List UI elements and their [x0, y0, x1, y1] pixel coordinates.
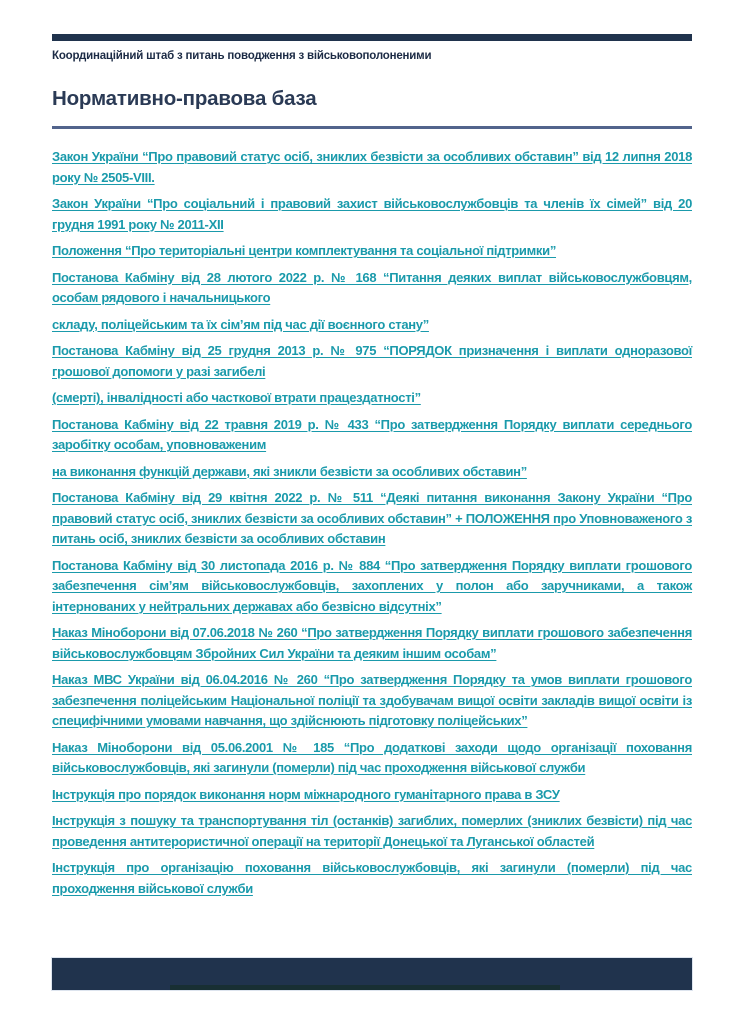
footer-accent-strip: [170, 985, 560, 990]
law-paragraph: [52, 811, 692, 852]
law-link[interactable]: на виконання функцій держави, які зникли безвісти за особливих обставин”: [52, 463, 527, 479]
law-paragraph: [52, 147, 692, 188]
footer-bar: [52, 958, 692, 990]
law-link[interactable]: (смерті), інвалідності або часткової втрати працездатності”: [52, 390, 421, 405]
law-paragraph: [52, 241, 692, 262]
law-link[interactable]: Постанова Кабміну від 22 травня 2019 р. № 433 “Про затвердження Порядку виплати середнього заробітку особам, уповноваженим: [52, 416, 692, 452]
page-title: Нормативно-правова база: [52, 87, 317, 110]
law-link[interactable]: Положення “Про територіальні центри комплектування та соціальної підтримки”: [52, 243, 557, 258]
law-paragraph: [52, 623, 692, 664]
law-link[interactable]: Постанова Кабміну від 28 лютого 2022 р. № 168 “Питання деяких виплат військовослужбовцям, особам рядового і начальницького: [52, 269, 692, 305]
law-paragraph: [52, 341, 692, 382]
law-link[interactable]: Закон України “Про правовий статус осіб, зниклих безвісти за особливих обставин” від 12 липня 2018 року № 2505-VIII.: [52, 149, 692, 185]
law-link[interactable]: Наказ МВС України від 06.04.2016 № 260 “Про затвердження Порядку та умов виплати грошового забезпечення поліцейським Національної поліції та здобувачам вищої освіти закладів вищої освіти із специфічними умовами навчання, що здійснюють підготовку поліцейських”: [52, 672, 692, 728]
law-paragraph: [52, 858, 692, 899]
law-paragraph: [52, 556, 692, 618]
law-paragraph: [52, 268, 692, 309]
law-link[interactable]: Постанова Кабміну від 30 листопада 2016 р. № 884 “Про затвердження Порядку виплати грошового забезпечення сім’ям військовослужбовців, захоплених у полон або заручниками, а також інтернованих у нейтральних державах або безвісно відсутніх”: [52, 557, 692, 614]
page-content: [52, 0, 692, 905]
law-paragraph: [52, 315, 692, 336]
law-paragraph: [52, 670, 692, 732]
law-paragraph: [52, 785, 692, 806]
law-paragraph: [52, 462, 692, 483]
law-link[interactable]: Постанова Кабміну від 29 квітня 2022 р. № 511 “Деякі питання виконання Закону України “Про правовий статус осіб, зниклих безвісти за особливих обставин” + ПОЛОЖЕННЯ про Уповноваженого з питань осіб, зниклих безвісти за особливих обставин: [52, 490, 692, 546]
law-paragraph: [52, 738, 692, 779]
law-link[interactable]: Наказ Міноборони від 05.06.2001 № 185 “Про додаткові заходи щодо організації поховання військовослужбовців, які загинули (померли) під час проходження військової служби: [52, 739, 692, 775]
law-links-list: [52, 147, 692, 899]
law-link[interactable]: Інструкція з пошуку та транспортування тіл (останків) загиблих, померлих (зниклих безвісти) під час проведення антитерористичної операції на території Донецької та Луганської областей: [52, 813, 692, 849]
law-link[interactable]: Наказ Міноборони від 07.06.2018 № 260 “Про затвердження Порядку виплати грошового забезпечення військовослужбовцям Збройних Сил України та деяким іншим особам”: [52, 625, 692, 661]
law-link[interactable]: Інструкція про організацію поховання військовослужбовців, які загинули (померли) під час проходження військової служби: [52, 860, 692, 896]
law-link[interactable]: Інструкція про порядок виконання норм міжнародного гуманітарного права в ЗСУ: [52, 786, 560, 802]
law-link[interactable]: складу, поліцейським та їх сім’ям під час дії воєнного стану”: [52, 316, 429, 332]
law-paragraph: [52, 388, 692, 409]
law-paragraph: [52, 194, 692, 235]
title-divider: [52, 126, 692, 129]
law-link[interactable]: Постанова Кабміну від 25 грудня 2013 р. № 975 “ПОРЯДОК призначення і виплати одноразової грошової допомоги у разі загибелі: [52, 343, 692, 379]
law-paragraph: [52, 488, 692, 550]
site-header-text: Координаційний штаб з питань поводження з військовополоненими: [52, 50, 432, 62]
law-paragraph: [52, 415, 692, 456]
law-link[interactable]: Закон України “Про соціальний і правовий захист військовослужбовців та членів їх сімей” від 20 грудня 1991 року № 2011-XII: [52, 196, 692, 232]
top-accent-bar: [52, 34, 692, 41]
